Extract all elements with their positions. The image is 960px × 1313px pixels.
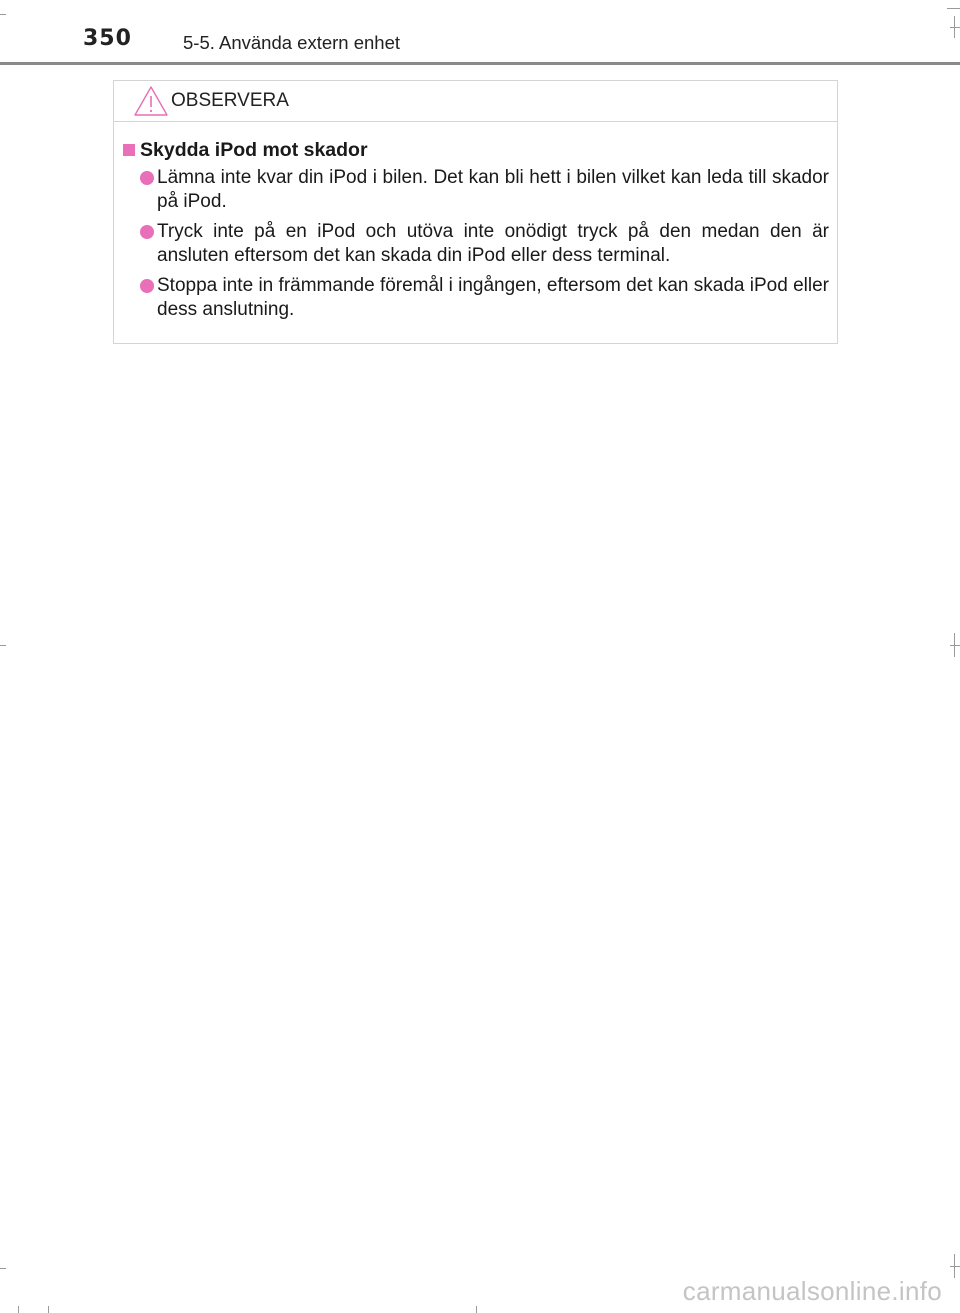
bullet-text: Tryck inte på en iPod och utöva inte onödigt tryck på den medan den är ansluten eftersom det kan skada din iPod eller dess terminal.: [157, 221, 829, 266]
caution-heading-text: Skydda iPod mot skador: [140, 138, 368, 161]
caution-heading: [122, 136, 829, 164]
page-number: 350: [83, 26, 132, 51]
square-bullet-icon: [123, 144, 135, 156]
caution-body: [114, 122, 837, 322]
circle-bullet-icon: [140, 225, 154, 239]
section-title: 5-5. Använda extern enhet: [183, 32, 401, 53]
page-header: [0, 0, 960, 66]
crop-mark: [48, 1306, 49, 1313]
caution-box: [113, 80, 838, 344]
circle-bullet-icon: [140, 171, 154, 185]
crop-mark: [18, 1306, 19, 1313]
crop-mark: [947, 8, 960, 9]
warning-triangle-icon: [133, 85, 169, 117]
bullet-text: Lämna inte kvar din iPod i bilen. Det kan bli hett i bilen vilket kan leda till skador på iPod.: [157, 167, 829, 212]
bullet-item: [122, 274, 829, 322]
crop-mark: [950, 27, 960, 28]
crop-mark: [950, 645, 960, 646]
crop-mark: [950, 1266, 960, 1267]
crop-mark: [0, 1268, 6, 1269]
header-rule: [0, 62, 960, 65]
bullet-item: [122, 166, 829, 214]
bullet-item: [122, 220, 829, 268]
watermark: carmanualsonline.info: [682, 1276, 942, 1306]
caution-label: OBSERVERA: [171, 90, 289, 111]
bullet-text: Stoppa inte in främmande föremål i ingången, eftersom det kan skada iPod eller dess anslutning.: [157, 275, 829, 320]
caution-header: [114, 81, 837, 122]
crop-mark: [0, 14, 6, 15]
crop-mark: [476, 1306, 477, 1313]
circle-bullet-icon: [140, 279, 154, 293]
crop-mark: [0, 645, 6, 646]
